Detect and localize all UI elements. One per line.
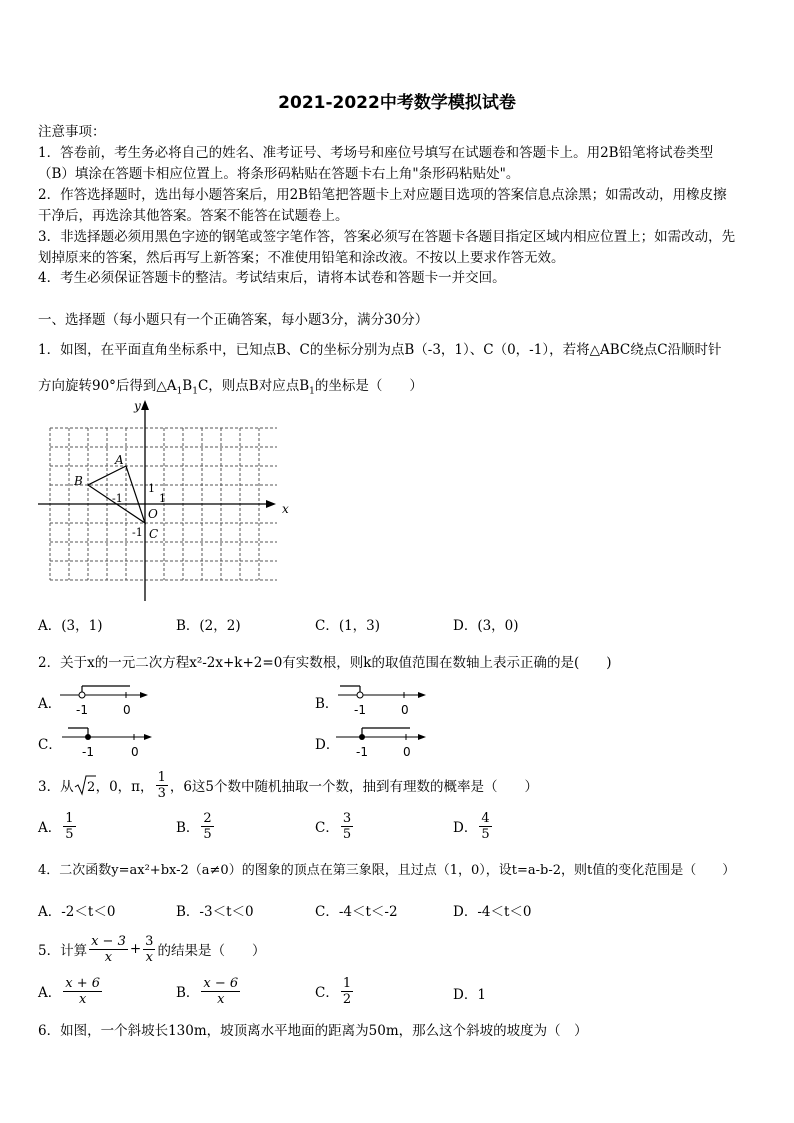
notes-line-3: 2．作答选择题时，选出每小题答案后，用2B铅笔把答题卡上对应题目选项的答案信息点涂黑；如需改动，用橡皮擦 <box>38 187 727 203</box>
q2-option-a-label[interactable]: A． <box>38 696 62 712</box>
q2-option-b-numberline[interactable] <box>338 684 428 718</box>
fraction-3-over-x: $\frac{3}{x}$ <box>145 933 154 965</box>
tick-label-x-1: 1 <box>159 492 166 505</box>
q1-text-line2: 方向旋转90°后得到$\triangle A_1B_1C$，则点B对应点$B_1$的坐标是（ ） <box>38 378 423 397</box>
fraction-x-minus-3-over-x: $\frac{x - 3}{x}$ <box>91 933 126 965</box>
q5-option-d[interactable]: D．1 <box>453 987 486 1003</box>
notes-line-1: 1．答卷前，考生务必将自己的姓名、准考证号、考场号和座位号填写在试题卷和答题卡上。用2B铅笔将试卷类型 <box>38 145 714 161</box>
q2-option-c-label[interactable]: C． <box>38 737 62 753</box>
fraction-one-third: $\frac{1}{3}$ <box>157 769 166 801</box>
notes-line-4: 干净后，再选涂其他答案。答案不能答在试题卷上。 <box>38 208 349 224</box>
q1-coordinate-graph <box>36 396 289 606</box>
y-axis-label: y <box>134 399 141 413</box>
zero-label: 0 <box>131 745 139 759</box>
notes-line-6: 划掉原来的答案，然后再写上新答案；不准使用铅笔和涂改液。不按以上要求作答无效。 <box>38 250 565 266</box>
q2-option-d-numberline[interactable] <box>336 726 428 760</box>
q2-option-d-label[interactable]: D． <box>315 737 340 753</box>
zero-label: 0 <box>401 703 409 717</box>
tick-label-y-neg1: -1 <box>132 526 143 539</box>
q4-option-d[interactable]: D．-4＜t＜0 <box>453 904 532 920</box>
q4-option-b[interactable]: B．-3＜t＜0 <box>176 904 254 920</box>
x-axis-arrow <box>266 500 276 508</box>
q1-option-d[interactable]: D．(3，0) <box>453 618 519 634</box>
neg1-label: -1 <box>76 703 88 717</box>
q3-option-b[interactable]: B． $\frac{2}{5}$ <box>176 810 212 842</box>
q6-text: 6．如图，一个斜坡长130m，坡顶离水平地面的距离为50m，那么这个斜坡的坡度为（ ） <box>38 1023 588 1039</box>
neg1-label: -1 <box>82 745 94 759</box>
q4-text: 4．二次函数y=ax²+bx-2（a≠0）的图象的顶点在第三象限，且过点（1，0），设t=a-b-2，则t值的变化范围是（ ） <box>38 863 736 878</box>
q2-text: 2．关于x的一元二次方程x²-2x+k+2=0有实数根，则k的取值范围在数轴上表示正确的是( ) <box>38 655 612 671</box>
zero-label: 0 <box>403 745 411 759</box>
x-axis-label: x <box>282 502 289 516</box>
q4-option-a[interactable]: A．-2＜t＜0 <box>38 904 116 920</box>
q1-option-c[interactable]: C．(1，3) <box>315 618 381 634</box>
q2-option-c-numberline[interactable] <box>62 726 154 760</box>
q3-option-c[interactable]: C． $\frac{3}{5}$ <box>315 810 352 842</box>
q1-option-a[interactable]: A．(3，1) <box>38 618 103 634</box>
q5-option-a[interactable]: A． $\frac{x + 6}{x}$ <box>38 975 101 1007</box>
section-heading: 一、选择题（每小题只有一个正确答案，每小题3分，满分30分） <box>38 312 429 328</box>
notes-line-2: （B）填涂在答题卡相应位置上。将条形码粘贴在答题卡右上角"条形码粘贴处"。 <box>38 166 520 182</box>
y-axis-arrow <box>141 400 149 410</box>
q5-text: 5．计算 $\frac{x - 3}{x}$ + $\frac{3}{x}$ 的结果是（ ） <box>38 933 266 965</box>
zero-label: 0 <box>123 703 131 717</box>
sqrt-two <box>74 774 96 796</box>
neg1-label: -1 <box>356 745 368 759</box>
q2-option-a-numberline[interactable] <box>60 684 150 718</box>
q3-option-a[interactable]: A． $\frac{1}{5}$ <box>38 810 74 842</box>
point-a-label: A <box>115 453 124 467</box>
tick-label-y-1: 1 <box>148 482 155 495</box>
origin-label: O <box>148 507 158 521</box>
svg-text:2: 2 <box>86 780 95 795</box>
page-title: 2021-2022中考数学模拟试卷 <box>278 93 516 113</box>
q5-option-c[interactable]: C． $\frac{1}{2}$ <box>315 975 352 1007</box>
q1-text-line1: 1．如图，在平面直角坐标系中，已知点B、C的坐标分别为点B（-3，1）、C（0，-1），若将△ABC绕点C沿顺时针 <box>38 342 722 358</box>
point-c-label: C <box>149 527 159 541</box>
neg1-label: -1 <box>354 703 366 717</box>
q3-text: 3．从 2 ，0，π， $\frac{1}{3}$ ，6这5个数中随机抽取一个数，抽到有理数的概率是（ ） <box>38 769 539 801</box>
q5-option-b[interactable]: B． $\frac{x - 6}{x}$ <box>176 975 239 1007</box>
tick-label-x-neg1: -1 <box>112 492 123 505</box>
q1-option-b[interactable]: B．(2，2) <box>176 618 241 634</box>
q2-option-b-label[interactable]: B． <box>315 696 339 712</box>
notes-line-5: 3．非选择题必须用黑色字迹的钢笔或签字笔作答，答案必须写在答题卡各题目指定区域内相应位置上；如需改动，先 <box>38 229 736 245</box>
q3-option-d[interactable]: D． $\frac{4}{5}$ <box>453 810 490 842</box>
point-b-label: B <box>74 474 83 488</box>
notes-line-7: 4．考生必须保证答题卡的整洁。考试结束后，请将本试卷和答题卡一并交回。 <box>38 270 506 286</box>
q4-option-c[interactable]: C．-4＜t＜-2 <box>315 904 398 920</box>
notes-heading: 注意事项： <box>38 124 106 140</box>
